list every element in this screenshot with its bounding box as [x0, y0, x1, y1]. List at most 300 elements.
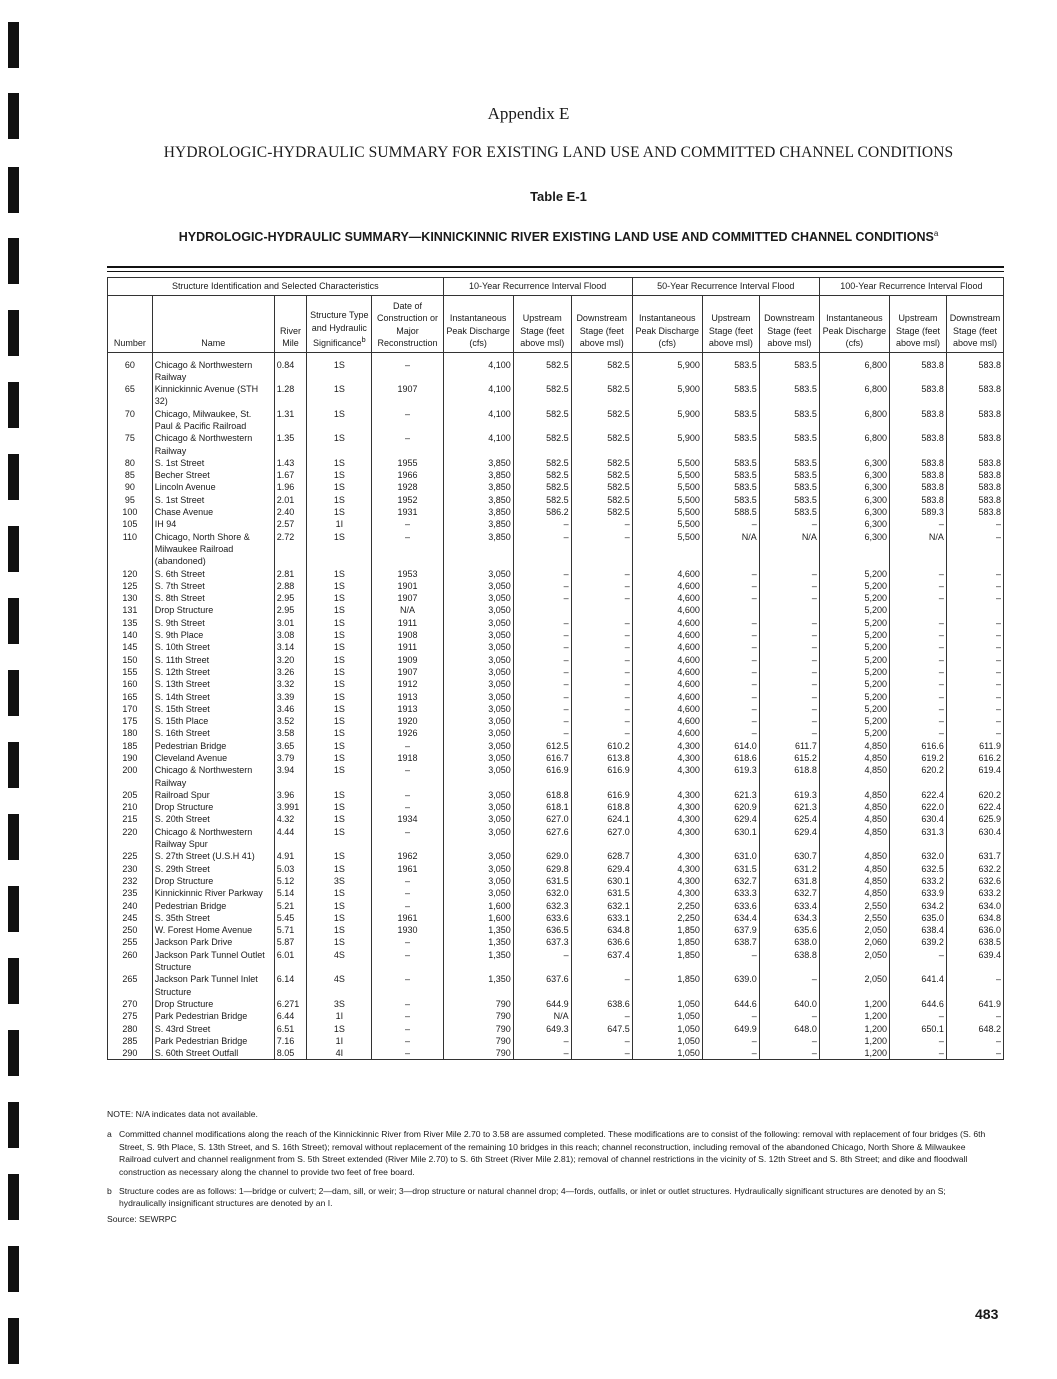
cell-name: S. 15th Place [152, 715, 274, 727]
cell-upstream-10: – [513, 703, 571, 715]
cell-upstream-10: 582.5 [513, 383, 571, 408]
cell-discharge-50: 2,250 [632, 900, 702, 912]
cell-downstream-50: – [759, 629, 819, 641]
cell-date: – [372, 1035, 443, 1047]
cell-downstream-10: – [571, 1047, 632, 1060]
cell-discharge-100: 6,300 [819, 506, 889, 518]
cell-upstream-100: 634.2 [889, 900, 946, 912]
cell-number: 220 [108, 826, 153, 851]
cell-downstream-10: 633.1 [571, 912, 632, 924]
cell-discharge-10: 3,050 [443, 654, 513, 666]
cell-upstream-100: 616.6 [889, 740, 946, 752]
cell-date: – [372, 973, 443, 998]
col-discharge-10: Instantaneous Peak Discharge (cfs) [443, 295, 513, 352]
cell-discharge-10: 790 [443, 1035, 513, 1047]
cell-downstream-10: – [571, 727, 632, 739]
cell-discharge-50: 4,300 [632, 740, 702, 752]
cell-downstream-10: 631.5 [571, 887, 632, 899]
cell-upstream-10: 612.5 [513, 740, 571, 752]
cell-discharge-100: 5,200 [819, 678, 889, 690]
cell-upstream-100: – [889, 617, 946, 629]
cell-structure-type: 1S [307, 408, 372, 433]
cell-downstream-50: 619.3 [759, 789, 819, 801]
col-downstream-100: Downstream Stage (feet above msl) [946, 295, 1003, 352]
cell-discharge-100: 5,200 [819, 617, 889, 629]
group-100yr: 100-Year Recurrence Interval Flood [819, 278, 1003, 296]
cell-number: 250 [108, 924, 153, 936]
table-row [108, 352, 1004, 383]
cell-structure-type: 1S [307, 715, 372, 727]
cell-discharge-10: 3,050 [443, 740, 513, 752]
cell-upstream-100: – [889, 1035, 946, 1047]
cell-upstream-10: – [513, 654, 571, 666]
cell-number: 160 [108, 678, 153, 690]
cell-upstream-100: – [889, 715, 946, 727]
cell-upstream-50: 588.5 [702, 506, 759, 518]
cell-upstream-10: 618.8 [513, 789, 571, 801]
cell-discharge-100: 4,850 [819, 826, 889, 851]
table-row [108, 764, 1004, 789]
cell-discharge-10: 1,350 [443, 949, 513, 974]
cell-upstream-100: 644.6 [889, 998, 946, 1010]
cell-river-mile: 3.01 [274, 617, 307, 629]
col-date: Date of Construction or Major Reconstruction [372, 295, 443, 352]
cell-upstream-50: – [702, 1010, 759, 1022]
cell-discharge-100: 5,200 [819, 715, 889, 727]
cell-downstream-100: 583.8 [946, 383, 1003, 408]
cell-discharge-50: 4,600 [632, 691, 702, 703]
cell-number: 155 [108, 666, 153, 678]
col-structure-type-text: Structure Type and Hydraulic Significance [310, 310, 369, 348]
table-row [108, 457, 1004, 469]
cell-river-mile: 5.03 [274, 863, 307, 875]
cell-upstream-50: 614.0 [702, 740, 759, 752]
cell-river-mile: 5.45 [274, 912, 307, 924]
cell-discharge-10: 790 [443, 998, 513, 1010]
cell-upstream-50: – [702, 666, 759, 678]
cell-upstream-50: 632.7 [702, 875, 759, 887]
cell-downstream-50: 583.5 [759, 506, 819, 518]
cell-downstream-100: 583.8 [946, 469, 1003, 481]
cell-discharge-100: 6,300 [819, 531, 889, 568]
cell-name: Chicago & Northwestern Railway [152, 432, 274, 457]
notes-section [107, 1108, 995, 1225]
cell-discharge-50: 5,500 [632, 494, 702, 506]
cell-downstream-50: – [759, 1047, 819, 1060]
cell-name: S. 11th Street [152, 654, 274, 666]
cell-upstream-10: 582.5 [513, 432, 571, 457]
cell-number: 280 [108, 1023, 153, 1035]
cell-number: 131 [108, 604, 153, 616]
footnote-b [107, 1185, 995, 1210]
cell-structure-type: 1S [307, 1023, 372, 1035]
cell-name: S. 29th Street [152, 863, 274, 875]
cell-number: 105 [108, 518, 153, 530]
cell-discharge-10: 3,050 [443, 764, 513, 789]
cell-downstream-100: – [946, 691, 1003, 703]
cell-downstream-10: – [571, 666, 632, 678]
cell-discharge-100: 4,850 [819, 752, 889, 764]
cell-number: 125 [108, 580, 153, 592]
cell-downstream-100: 631.7 [946, 850, 1003, 862]
cell-structure-type: 1S [307, 617, 372, 629]
cell-upstream-100: – [889, 1010, 946, 1022]
cell-discharge-10: 3,850 [443, 457, 513, 469]
cell-downstream-50: 629.4 [759, 826, 819, 851]
cell-upstream-10: 632.0 [513, 887, 571, 899]
cell-number: 175 [108, 715, 153, 727]
cell-discharge-100: 6,800 [819, 432, 889, 457]
cell-number: 190 [108, 752, 153, 764]
cell-downstream-100: 611.9 [946, 740, 1003, 752]
cell-discharge-100: 6,300 [819, 481, 889, 493]
cell-number: 200 [108, 764, 153, 789]
cell-downstream-100: 630.4 [946, 826, 1003, 851]
cell-discharge-50: 5,500 [632, 457, 702, 469]
cell-upstream-10: – [513, 518, 571, 530]
cell-number: 210 [108, 801, 153, 813]
cell-downstream-50: – [759, 727, 819, 739]
table-row [108, 949, 1004, 974]
cell-downstream-50: – [759, 691, 819, 703]
cell-upstream-100: – [889, 641, 946, 653]
cell-date: 1961 [372, 863, 443, 875]
cell-date: 1912 [372, 678, 443, 690]
cell-upstream-100: 583.8 [889, 408, 946, 433]
cell-number: 245 [108, 912, 153, 924]
cell-name: Drop Structure [152, 998, 274, 1010]
cell-downstream-100: – [946, 518, 1003, 530]
cell-upstream-10 [513, 604, 571, 616]
cell-name: S. 12th Street [152, 666, 274, 678]
cell-upstream-10: 632.3 [513, 900, 571, 912]
cell-river-mile: 5.21 [274, 900, 307, 912]
cell-discharge-50: 5,500 [632, 506, 702, 518]
cell-discharge-10: 3,050 [443, 703, 513, 715]
cell-downstream-50: 583.5 [759, 481, 819, 493]
cell-discharge-10: 1,350 [443, 936, 513, 948]
cell-structure-type: 1S [307, 924, 372, 936]
cell-number: 130 [108, 592, 153, 604]
cell-number: 215 [108, 813, 153, 825]
cell-discharge-10: 3,850 [443, 469, 513, 481]
cell-downstream-50: – [759, 703, 819, 715]
cell-downstream-100: – [946, 973, 1003, 998]
cell-downstream-100: – [946, 629, 1003, 641]
cell-downstream-10: 627.0 [571, 826, 632, 851]
table-title-footnote: a [933, 229, 939, 238]
cell-upstream-10: 582.5 [513, 457, 571, 469]
cell-upstream-50: 620.9 [702, 801, 759, 813]
cell-discharge-50: 4,300 [632, 826, 702, 851]
cell-discharge-10: 3,850 [443, 518, 513, 530]
cell-date: – [372, 352, 443, 383]
cell-discharge-10: 3,050 [443, 666, 513, 678]
cell-discharge-50: 1,050 [632, 1047, 702, 1060]
table-row [108, 912, 1004, 924]
cell-structure-type: 1S [307, 764, 372, 789]
cell-upstream-50: 583.5 [702, 383, 759, 408]
cell-downstream-100: – [946, 617, 1003, 629]
cell-name: Drop Structure [152, 801, 274, 813]
table-row [108, 592, 1004, 604]
cell-name: S. 9th Place [152, 629, 274, 641]
cell-upstream-100: – [889, 518, 946, 530]
cell-date: 1901 [372, 580, 443, 592]
cell-number: 230 [108, 863, 153, 875]
cell-discharge-50: 1,050 [632, 1035, 702, 1047]
cell-number: 85 [108, 469, 153, 481]
cell-number: 65 [108, 383, 153, 408]
cell-structure-type: 1S [307, 641, 372, 653]
cell-upstream-50: 649.9 [702, 1023, 759, 1035]
cell-name: Pedestrian Bridge [152, 900, 274, 912]
cell-river-mile: 2.72 [274, 531, 307, 568]
cell-downstream-10: – [571, 568, 632, 580]
cell-structure-type: 1S [307, 580, 372, 592]
cell-downstream-50: – [759, 617, 819, 629]
cell-downstream-50 [759, 604, 819, 616]
cell-upstream-100: – [889, 568, 946, 580]
cell-name: S. 43rd Street [152, 1023, 274, 1035]
main-title: HYDROLOGIC-HYDRAULIC SUMMARY FOR EXISTING LAND USE AND COMMITTED CHANNEL CONDITIONS [163, 144, 954, 161]
cell-date: 1928 [372, 481, 443, 493]
cell-downstream-100: – [946, 531, 1003, 568]
footnote-b-text: Structure codes are as follows: 1—bridge or culvert; 2—dam, sill, or weir; 3—drop structure or natural channel drop; 4—fords, outfalls, or inlet or outlet structures. Hydraulically significant structures are denoted by an S; hydraulically insignificant structures are denoted by an I. [119, 1186, 946, 1209]
cell-upstream-100: 622.4 [889, 789, 946, 801]
cell-number: 185 [108, 740, 153, 752]
cell-upstream-10: – [513, 691, 571, 703]
table-row [108, 531, 1004, 568]
cell-river-mile: 3.46 [274, 703, 307, 715]
cell-river-mile: 1.28 [274, 383, 307, 408]
cell-structure-type: 1S [307, 691, 372, 703]
cell-number: 275 [108, 1010, 153, 1022]
table-row [108, 1010, 1004, 1022]
cell-structure-type: 1S [307, 863, 372, 875]
cell-name: S. 16th Street [152, 727, 274, 739]
cell-downstream-50: 638.0 [759, 936, 819, 948]
cell-upstream-50: – [702, 641, 759, 653]
cell-discharge-100: 1,200 [819, 1023, 889, 1035]
cell-discharge-10: 4,100 [443, 383, 513, 408]
cell-discharge-100: 2,060 [819, 936, 889, 948]
cell-upstream-100: 583.8 [889, 457, 946, 469]
cell-upstream-10: 637.3 [513, 936, 571, 948]
cell-upstream-50: – [702, 691, 759, 703]
cell-downstream-10: 647.5 [571, 1023, 632, 1035]
cell-downstream-50: 583.5 [759, 432, 819, 457]
cell-downstream-100: 620.2 [946, 789, 1003, 801]
table-row [108, 936, 1004, 948]
cell-upstream-10: 616.7 [513, 752, 571, 764]
col-structure-type-footnote: b [361, 335, 366, 344]
cell-name: Becher Street [152, 469, 274, 481]
cell-downstream-100: – [946, 641, 1003, 653]
col-name: Name [152, 295, 274, 352]
cell-upstream-100: 583.8 [889, 481, 946, 493]
cell-discharge-10: 3,050 [443, 641, 513, 653]
cell-upstream-50: 631.5 [702, 863, 759, 875]
cell-structure-type: 1S [307, 850, 372, 862]
cell-name: W. Forest Home Avenue [152, 924, 274, 936]
cell-discharge-50: 1,050 [632, 1023, 702, 1035]
cell-discharge-50: 4,300 [632, 863, 702, 875]
cell-upstream-100: 633.9 [889, 887, 946, 899]
cell-discharge-100: 6,800 [819, 383, 889, 408]
cell-downstream-100: – [946, 678, 1003, 690]
cell-discharge-10: 3,050 [443, 875, 513, 887]
cell-discharge-100: 4,850 [819, 887, 889, 899]
cell-discharge-10: 3,050 [443, 568, 513, 580]
cell-discharge-50: 4,600 [632, 703, 702, 715]
cell-discharge-100: 4,850 [819, 801, 889, 813]
cell-name: Lincoln Avenue [152, 481, 274, 493]
cell-downstream-10: – [571, 715, 632, 727]
cell-date: 1913 [372, 703, 443, 715]
cell-downstream-100: 583.8 [946, 494, 1003, 506]
cell-upstream-50: 634.4 [702, 912, 759, 924]
cell-date: – [372, 740, 443, 752]
cell-date: 1934 [372, 813, 443, 825]
cell-number: 95 [108, 494, 153, 506]
cell-number: 255 [108, 936, 153, 948]
cell-downstream-50: – [759, 1010, 819, 1022]
table-row [108, 629, 1004, 641]
cell-date: – [372, 518, 443, 530]
cell-upstream-100: – [889, 666, 946, 678]
footnote-b-mark: b [107, 1186, 112, 1197]
cell-name: Chicago & Northwestern Railway [152, 764, 274, 789]
cell-number: 225 [108, 850, 153, 862]
table-row [108, 666, 1004, 678]
cell-upstream-10: 582.5 [513, 469, 571, 481]
cell-structure-type: 1S [307, 383, 372, 408]
table-row [108, 789, 1004, 801]
cell-number: 90 [108, 481, 153, 493]
cell-discharge-100: 2,050 [819, 924, 889, 936]
cell-structure-type: 1S [307, 494, 372, 506]
appendix-title: Appendix E [487, 104, 570, 123]
cell-upstream-10: 582.5 [513, 494, 571, 506]
table-row [108, 924, 1004, 936]
cell-date: 1911 [372, 641, 443, 653]
cell-upstream-50: – [702, 727, 759, 739]
cell-upstream-50: – [702, 1035, 759, 1047]
cell-downstream-100: – [946, 666, 1003, 678]
cell-downstream-50: 631.2 [759, 863, 819, 875]
cell-river-mile: 4.32 [274, 813, 307, 825]
cell-date: 1930 [372, 924, 443, 936]
cell-date: 1926 [372, 727, 443, 739]
cell-discharge-100: 5,200 [819, 592, 889, 604]
cell-upstream-10: 633.6 [513, 912, 571, 924]
cell-name: S. 7th Street [152, 580, 274, 592]
cell-structure-type: 1S [307, 936, 372, 948]
cell-upstream-10: 631.5 [513, 875, 571, 887]
cell-upstream-100: – [889, 592, 946, 604]
cell-downstream-100: 648.2 [946, 1023, 1003, 1035]
cell-downstream-100: 583.8 [946, 352, 1003, 383]
cell-upstream-100: – [889, 629, 946, 641]
cell-date: – [372, 801, 443, 813]
cell-discharge-10: 3,050 [443, 826, 513, 851]
cell-river-mile: 2.88 [274, 580, 307, 592]
cell-upstream-100: 632.0 [889, 850, 946, 862]
cell-river-mile: 2.40 [274, 506, 307, 518]
cell-upstream-10: 627.0 [513, 813, 571, 825]
cell-discharge-100: 5,200 [819, 641, 889, 653]
source-line: Source: SEWRPC [107, 1213, 177, 1224]
table-row [108, 801, 1004, 813]
cell-upstream-50 [702, 604, 759, 616]
cell-downstream-100: 639.4 [946, 949, 1003, 974]
cell-upstream-10: – [513, 715, 571, 727]
cell-upstream-100: 641.4 [889, 973, 946, 998]
cell-river-mile: 6.271 [274, 998, 307, 1010]
cell-upstream-100: 630.4 [889, 813, 946, 825]
cell-name: S. 35th Street [152, 912, 274, 924]
cell-downstream-100: 625.9 [946, 813, 1003, 825]
table-row [108, 850, 1004, 862]
cell-name: Chicago, North Shore & Milwaukee Railroad (abandoned) [152, 531, 274, 568]
cell-upstream-100: – [889, 678, 946, 690]
cell-date: – [372, 949, 443, 974]
cell-downstream-10: 613.8 [571, 752, 632, 764]
cell-upstream-50: – [702, 949, 759, 974]
col-river-mile: River Mile [274, 295, 307, 352]
cell-structure-type: 1S [307, 604, 372, 616]
cell-discharge-10: 3,850 [443, 506, 513, 518]
cell-number: 140 [108, 629, 153, 641]
table-row [108, 654, 1004, 666]
cell-downstream-10: 629.4 [571, 863, 632, 875]
cell-number: 70 [108, 408, 153, 433]
cell-discharge-50: 4,600 [632, 592, 702, 604]
cell-structure-type: 1I [307, 1010, 372, 1022]
cell-discharge-100: 6,800 [819, 352, 889, 383]
cell-downstream-10: – [571, 531, 632, 568]
cell-name: Railroad Spur [152, 789, 274, 801]
cell-structure-type: 1S [307, 813, 372, 825]
cell-upstream-50: – [702, 518, 759, 530]
cell-number: 270 [108, 998, 153, 1010]
cell-discharge-10: 1,600 [443, 900, 513, 912]
note-na: NOTE: N/A indicates data not available. [107, 1109, 258, 1119]
cell-number: 290 [108, 1047, 153, 1060]
cell-discharge-100: 1,200 [819, 1047, 889, 1060]
cell-date: – [372, 1023, 443, 1035]
cell-date: 1952 [372, 494, 443, 506]
cell-discharge-50: 4,600 [632, 580, 702, 592]
table-row [108, 469, 1004, 481]
cell-name: Chase Avenue [152, 506, 274, 518]
cell-upstream-100 [889, 604, 946, 616]
cell-discharge-50: 4,600 [632, 629, 702, 641]
cell-river-mile: 1.67 [274, 469, 307, 481]
cell-upstream-50: – [702, 703, 759, 715]
cell-upstream-50: – [702, 592, 759, 604]
cell-discharge-50: 4,600 [632, 666, 702, 678]
cell-downstream-10: 582.5 [571, 383, 632, 408]
footnote-a [107, 1128, 995, 1178]
cell-upstream-10: – [513, 531, 571, 568]
cell-name: S. 1st Street [152, 457, 274, 469]
cell-river-mile: 6.01 [274, 949, 307, 974]
cell-number: 145 [108, 641, 153, 653]
cell-structure-type: 4S [307, 973, 372, 998]
cell-upstream-100: – [889, 654, 946, 666]
